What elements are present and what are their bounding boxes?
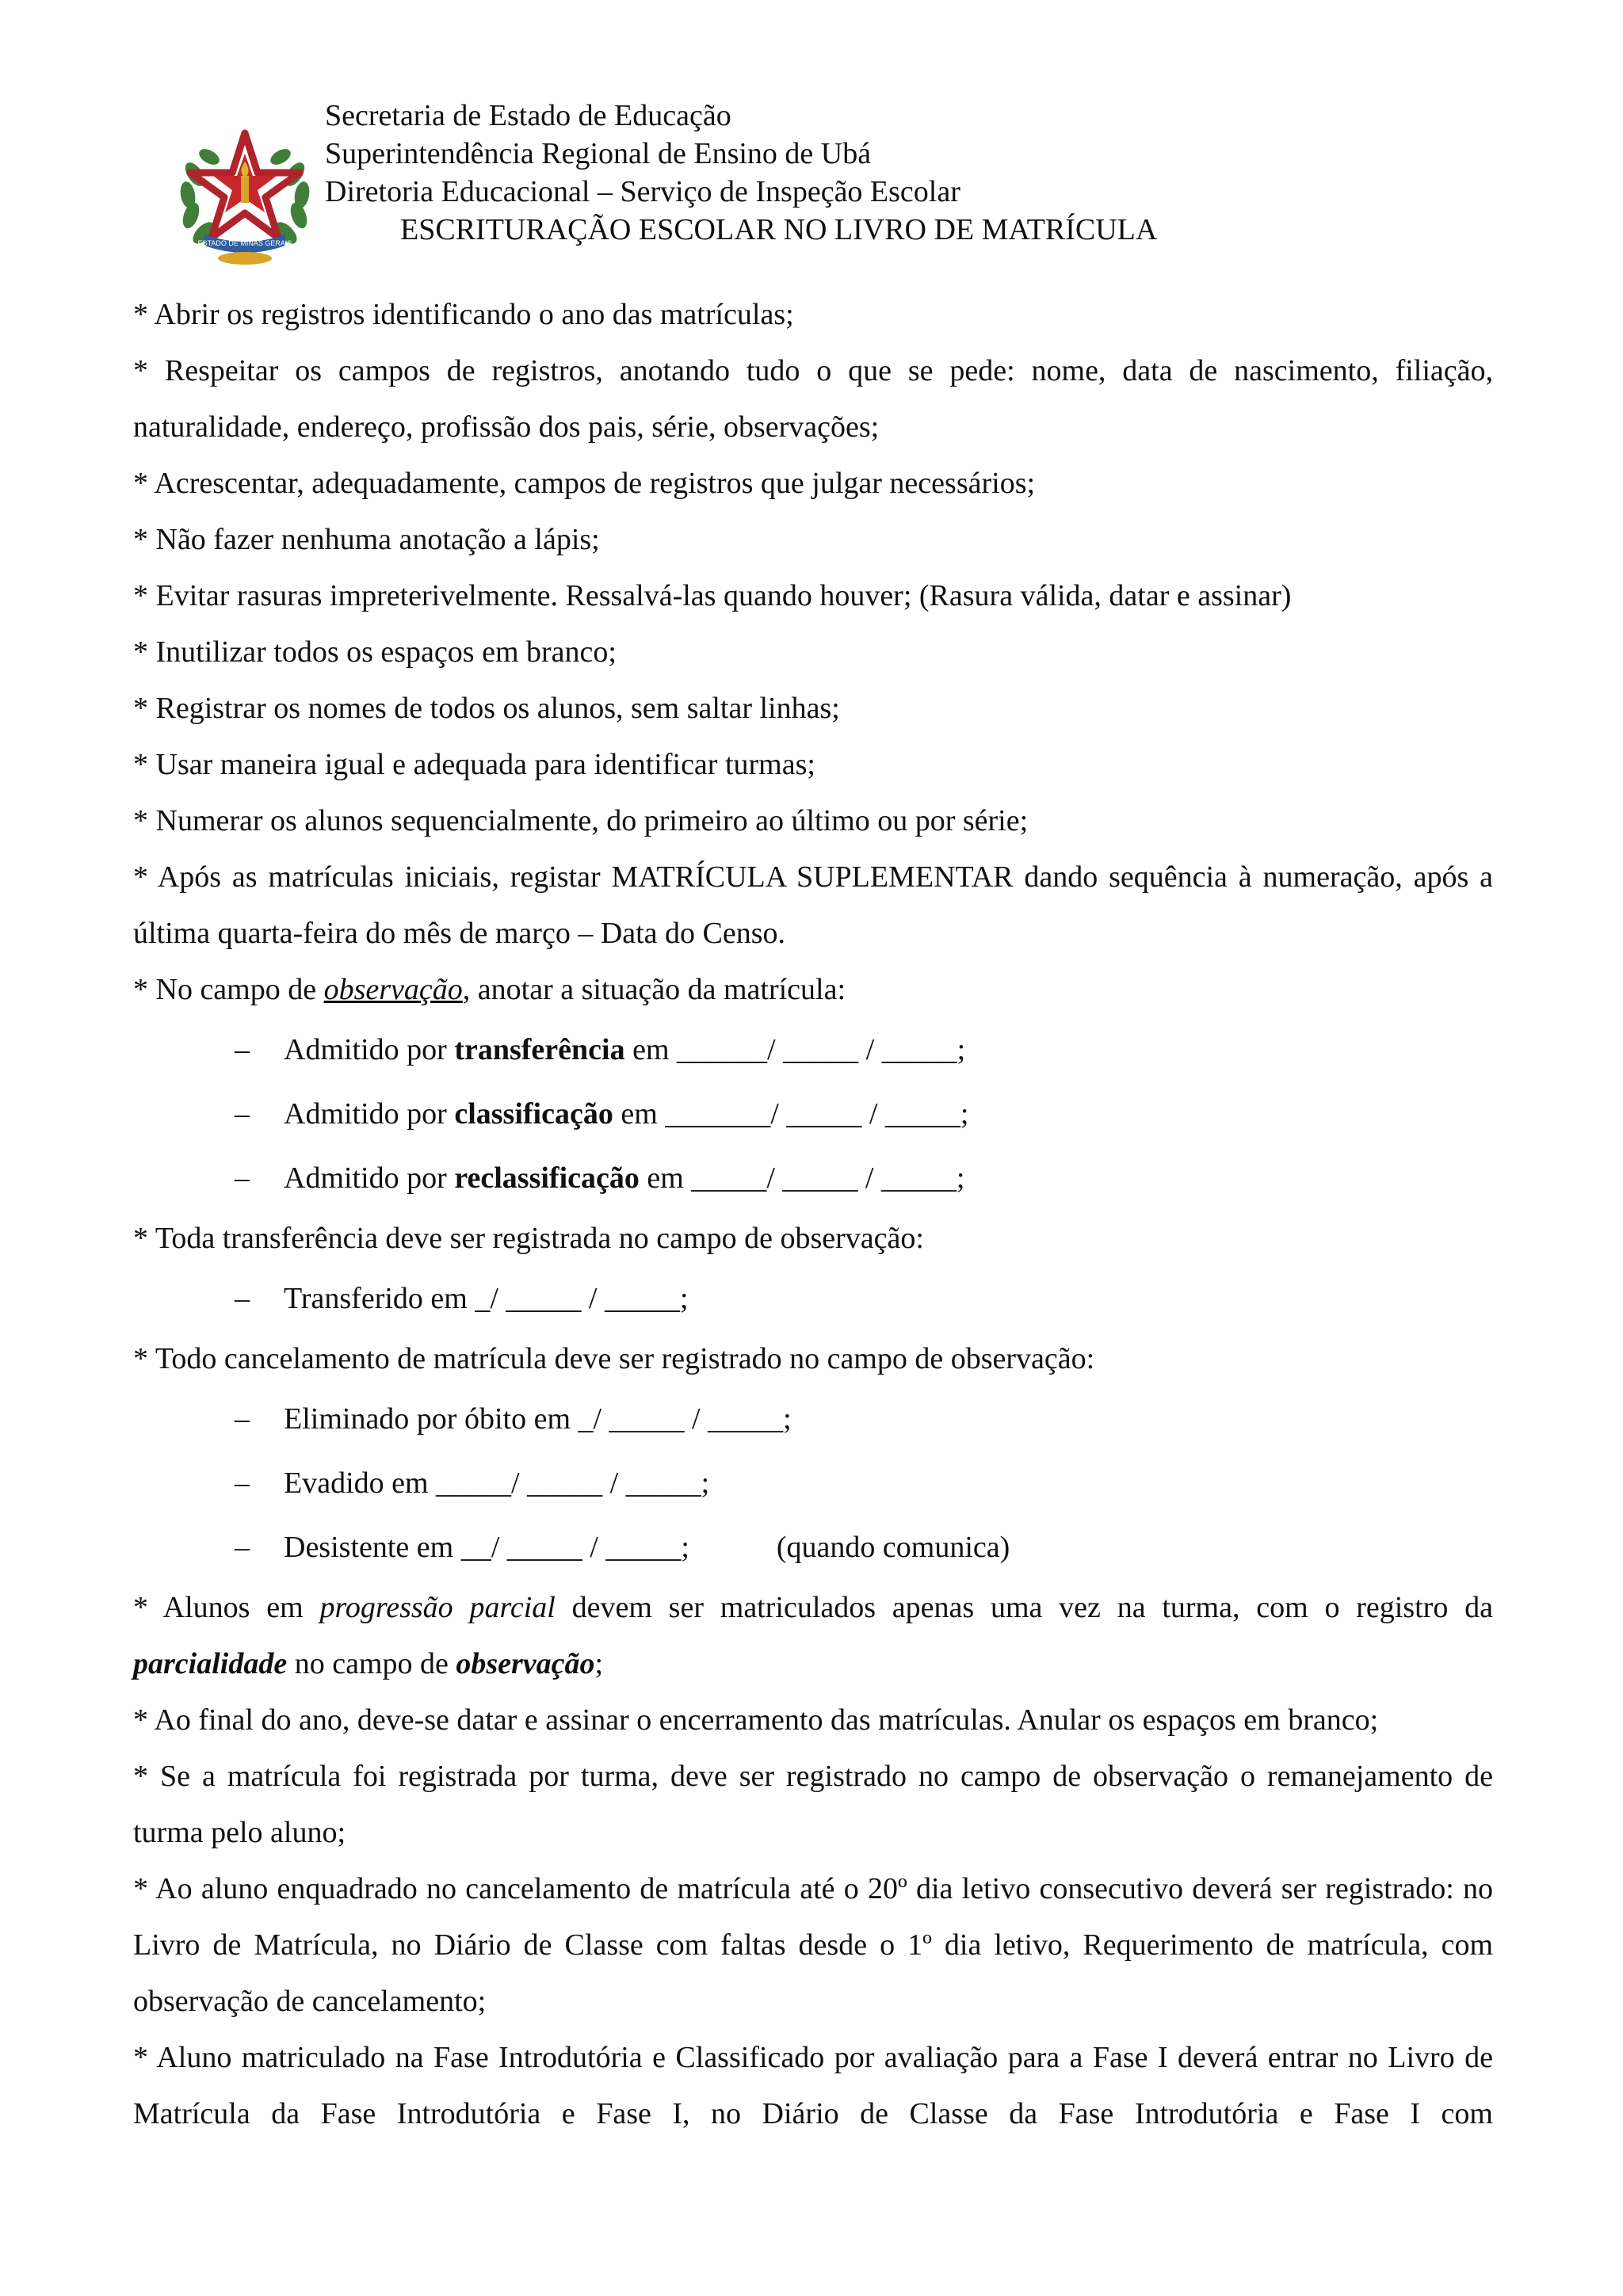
dash: – (235, 1531, 250, 1564)
sub-pre: Admitido por (284, 1033, 455, 1066)
state-seal-icon (178, 127, 312, 266)
sub-post: em _____/ _____ / _____; (639, 1161, 965, 1195)
sub-text: Evadido em _____/ _____ / _____; (284, 1466, 710, 1500)
item-identificar-turmas: * Usar maneira igual e adequada para identificar turmas; (133, 748, 815, 781)
dash: – (235, 1097, 250, 1131)
sub-text: Transferido em _/ _____ / _____; (284, 1282, 689, 1315)
item-campo-observacao-post: , anotar a situação da matrícula: (462, 973, 846, 1006)
header-diretoria: Diretoria Educacional – Serviço de Inspeção Escolar (325, 175, 960, 208)
item-nao-lapis: * Não fazer nenhuma anotação a lápis; (133, 523, 600, 556)
text-bold-italic: observação (456, 1647, 595, 1680)
item-numerar-alunos: * Numerar os alunos sequencialmente, do primeiro ao último ou por série; (133, 804, 1029, 837)
sub-post: em ______/ _____ / _____; (624, 1033, 966, 1066)
sub-text: Eliminado por óbito em _/ _____ / _____; (284, 1402, 792, 1436)
item-campo-observacao (133, 962, 1493, 1018)
item-campo-observacao-pre: * No campo de (133, 973, 324, 1006)
dash: – (235, 1033, 250, 1066)
sub-desistente (133, 1516, 1493, 1580)
item-inutilizar-espacos: * Inutilizar todos os espaços em branco; (133, 635, 617, 669)
item-abrir-registros: * Abrir os registros identificando o ano das matrículas; (133, 298, 794, 331)
item-todo-cancelamento: * Todo cancelamento de matrícula deve ser registrado no campo de observação: (133, 1342, 1095, 1375)
item-respeitar-campos: * Respeitar os campos de registros, anotando tudo o que se pede: nome, data de nascimento, filiação, naturalidade, endereço, profissão dos pais, série, observações; (133, 354, 1493, 444)
text-italic: progressão parcial (319, 1591, 556, 1624)
sub-note: (quando comunica) (776, 1531, 1010, 1564)
item-fase-introdutoria: * Aluno matriculado na Fase Introdutória e Classificado por avaliação para a Fase I deverá entrar no Livro de Matrícula da Fase Introdutória e Fase I, no Diário de Classe da Fase Introdutória e Fase I com (133, 2041, 1493, 2130)
sub-text (284, 1146, 965, 1211)
seal-banner-text: ESTADO DE MINAS GERAIS (197, 239, 292, 247)
text: no campo de (287, 1647, 456, 1680)
dash: – (235, 1161, 250, 1195)
sub-reclassificacao (133, 1146, 1493, 1211)
sub-bold: reclassificação (454, 1161, 640, 1195)
sub-transferencia (133, 1018, 1493, 1082)
sub-text (284, 1082, 968, 1146)
item-cancelamento-20-dia: * Ao aluno enquadrado no cancelamento de matrícula até o 20º dia letivo consecutivo deverá ser registrado: no Livro de Matrícula, no Diário de Classe com faltas desde o 1º dia letivo, Requerimento de matrícula, com observação de cancelamento; (133, 1872, 1493, 2018)
text: * Alunos em (133, 1591, 320, 1624)
text: devem ser matriculados apenas uma vez na turma, com o registro da (555, 1591, 1493, 1624)
sub-evadido (133, 1451, 1493, 1516)
item-final-do-ano: * Ao final do ano, deve-se datar e assinar o encerramento das matrículas. Anular os espaços em branco; (133, 1703, 1379, 1737)
text: ; (594, 1647, 604, 1680)
dash: – (235, 1282, 250, 1315)
page-title: ESCRITURAÇÃO ESCOLAR NO LIVRO DE MATRÍCULA (400, 213, 1158, 246)
sub-pre: Admitido por (284, 1097, 455, 1131)
sub-transferido (133, 1267, 1493, 1331)
sub-classificacao (133, 1082, 1493, 1146)
header-secretaria: Secretaria de Estado de Educação (325, 99, 731, 132)
item-evitar-rasuras: * Evitar rasuras impreterivelmente. Ressalvá-las quando houver; (Rasura válida, datar e assinar) (133, 579, 1292, 612)
item-matricula-suplementar: * Após as matrículas iniciais, registar MATRÍCULA SUPLEMENTAR dando sequência à numeração, após a última quarta-feira do mês de março – Data do Censo. (133, 860, 1493, 950)
dash: – (235, 1466, 250, 1500)
sub-eliminado (133, 1387, 1493, 1451)
item-campo-observacao-em: observação (323, 973, 463, 1006)
sub-post: em _______/ _____ / _____; (613, 1097, 969, 1131)
header-superintendencia: Superintendência Regional de Ensino de Ubá (325, 137, 872, 170)
sub-text: Desistente em __/ _____ / _____; (284, 1531, 689, 1564)
sub-bold: classificação (454, 1097, 613, 1131)
text-bold-italic: parcialidade (133, 1647, 288, 1680)
document-body (133, 287, 1493, 2142)
sub-text (284, 1018, 965, 1082)
item-remanejamento-turma: * Se a matrícula foi registrada por turma, deve ser registrado no campo de observação o remanejamento de turma pelo aluno; (133, 1760, 1493, 1849)
item-toda-transferencia: * Toda transferência deve ser registrada no campo de observação: (133, 1222, 924, 1255)
item-registrar-nomes: * Registrar os nomes de todos os alunos, sem saltar linhas; (133, 692, 840, 725)
sub-pre: Admitido por (284, 1161, 455, 1195)
item-acrescentar-campos: * Acrescentar, adequadamente, campos de registros que julgar necessários; (133, 467, 1036, 500)
sub-bold: transferência (454, 1033, 625, 1066)
dash: – (235, 1402, 250, 1436)
item-progressao-parcial (133, 1580, 1493, 1692)
